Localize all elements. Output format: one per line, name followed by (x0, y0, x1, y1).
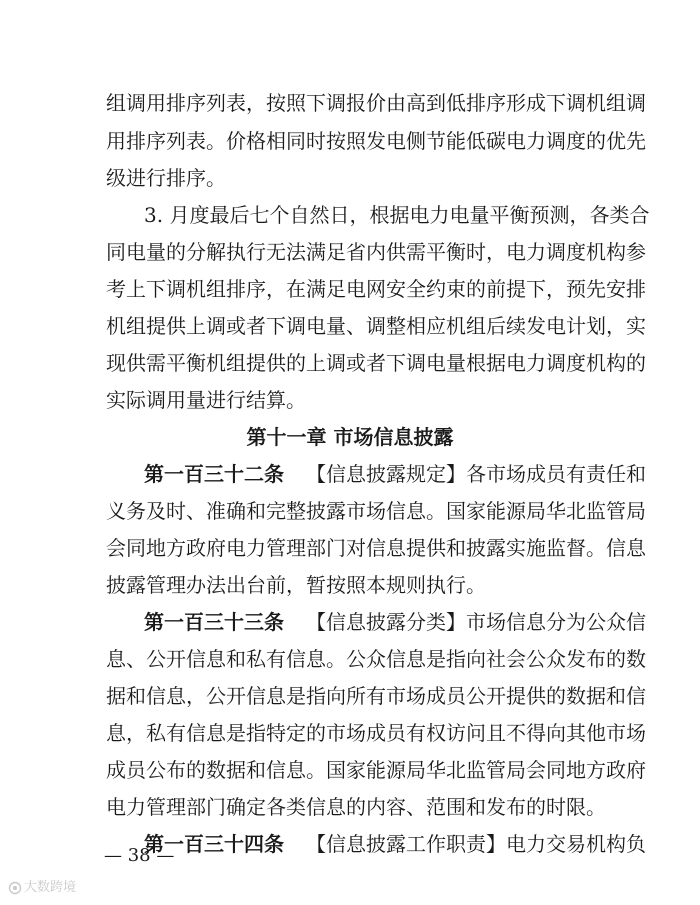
paragraph-line: 电力管理部门确定各类信息的内容、范围和发布的时限。 (106, 795, 606, 819)
article-first-line (144, 832, 646, 856)
paragraph-line: 据和信息，公开信息是指向所有市场成员公开提供的数据和信 (106, 684, 646, 708)
article-text: 【信息披露规定】各市场成员有责任和 (306, 462, 646, 486)
camera-icon (8, 881, 22, 895)
paragraph-line: 实际调用量进行结算。 (106, 388, 306, 412)
paragraph-line: 成员公布的数据和信息。国家能源局华北监管局会同地方政府 (106, 758, 646, 782)
article-label: 第一百三十三条 (144, 610, 284, 634)
paragraph-line: 3. 月度最后七个自然日，根据电力电量平衡预测，各类合 (144, 203, 650, 227)
paragraph-line: 考上下调机组排序，在满足电网安全约束的前提下，预先安排 (106, 277, 646, 301)
watermark-text: 大数跨境 (24, 880, 77, 895)
paragraph-line: 义务及时、准确和完整披露市场信息。国家能源局华北监管局 (106, 499, 646, 523)
page-number: — 38 — (104, 845, 175, 866)
paragraph-line: 息、公开信息和私有信息。公众信息是指向社会公众发布的数 (106, 647, 646, 671)
paragraph-line: 息，私有信息是指特定的市场成员有权访问且不得向其他市场 (106, 721, 646, 745)
paragraph-line: 披露管理办法出台前，暂按照本规则执行。 (106, 573, 486, 597)
chapter-heading: 第十一章 市场信息披露 (246, 425, 454, 449)
watermark (8, 880, 76, 896)
article-label: 第一百三十四条 (144, 832, 284, 856)
paragraph-line: 现供需平衡机组提供的上调或者下调电量根据电力调度机构的 (106, 351, 646, 375)
paragraph-line: 组调用排序列表，按照下调报价由高到低排序形成下调机组调 (106, 91, 646, 115)
paragraph-line: 会同地方政府电力管理部门对信息提供和披露实施监督。信息 (106, 536, 646, 560)
article-text: 【信息披露分类】市场信息分为公众信 (306, 610, 646, 634)
article-text: 【信息披露工作职责】电力交易机构负 (306, 832, 646, 856)
article-label: 第一百三十二条 (144, 462, 284, 486)
paragraph-line: 同电量的分解执行无法满足省内供需平衡时，电力调度机构参 (106, 240, 646, 264)
article-first-line (144, 462, 646, 486)
paragraph-line: 机组提供上调或者下调电量、调整相应机组后续发电计划，实 (106, 314, 646, 338)
paragraph-line: 用排序列表。价格相同时按照发电侧节能低碳电力调度的优先 (106, 129, 646, 153)
article-first-line (144, 610, 646, 634)
paragraph-line: 级进行排序。 (106, 166, 226, 190)
